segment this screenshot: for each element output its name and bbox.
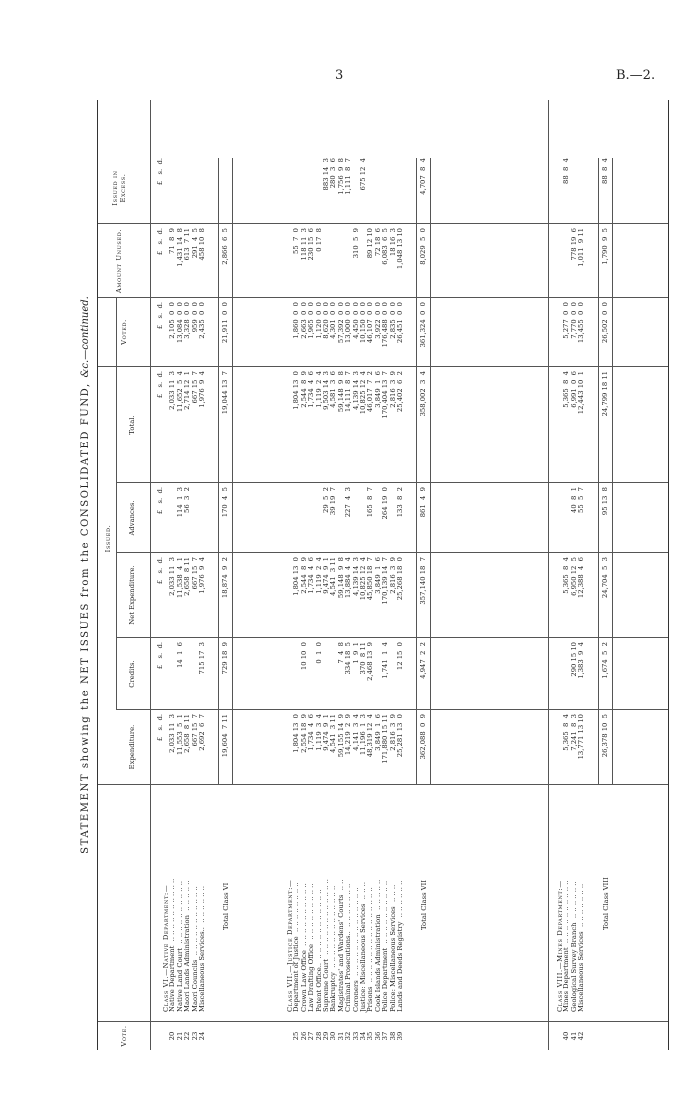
total-rule	[416, 158, 417, 784]
net-expenditure-cell: 11,538 4 1	[175, 557, 184, 599]
issued-in-excess-cell: 675 12 4	[359, 158, 367, 191]
total-cell: 6,991 0 6	[569, 371, 578, 408]
advances-total: 170 4 5	[221, 487, 230, 518]
vote-number: 21	[175, 1031, 184, 1041]
expenditure-cell: 2,658 8 11	[183, 714, 192, 753]
item-label: Maori Councils .. .. .. .. .. .. .. .. .. .. ..	[190, 884, 199, 1012]
total-cell: 667 15 7	[190, 371, 199, 404]
advances-cell: 227 4 3	[344, 487, 353, 518]
net-expenditure-total: 24,704 5 3	[600, 557, 609, 599]
credits-cell: 1 9 1	[351, 642, 360, 664]
voted-total: 26,502 0 0	[600, 302, 609, 344]
header-credits: Credits.	[128, 660, 136, 688]
header-total: Total.	[128, 415, 136, 435]
item-label: Justice: Miscellaneous Services .. .. ..	[359, 879, 367, 1012]
expenditure-total: 19,604 7 11	[221, 714, 230, 758]
total-cell: 1,734 4 6	[307, 371, 316, 408]
vote-number: 36	[373, 1031, 382, 1041]
total-rule	[430, 158, 431, 784]
net-expenditure-cell: 2,816 3 9	[388, 557, 397, 594]
item-label: Miscellaneous Services.. .. .. .. .. .. ..	[198, 883, 206, 1012]
voted-cell: 13,084 0 0	[175, 302, 184, 344]
credits-cell: 1,383 9 4	[577, 642, 586, 679]
expenditure-cell: 2,554 18 9	[299, 714, 308, 753]
voted-cell: 10,150 0 0	[359, 302, 367, 344]
amount-unused-cell: 6,083 6 5	[381, 228, 390, 265]
voted-total: 361,324 0 0	[419, 302, 428, 348]
credits-cell: 14 1 6	[175, 642, 184, 668]
net-expenditure-cell: 59,148 9 8	[336, 557, 345, 599]
net-expenditure-total: 357,140 18 7	[419, 557, 428, 605]
vote-number: 28	[314, 1031, 323, 1041]
voted-cell: 3,922 0 0	[373, 302, 382, 339]
expenditure-cell: 1,734 4 6	[307, 714, 316, 751]
amount-unused-cell: 291 4 5	[190, 228, 199, 259]
issued-in-excess-cell: 1,111 8 7	[344, 158, 353, 195]
total-cell: 10,825 12 4	[359, 371, 367, 415]
net-expenditure-cell: 1,804 13 0	[292, 557, 301, 596]
item-label: Police Department .. .. .. .. .. .. .. .. .. ..	[381, 878, 390, 1012]
total-total: 24,799 18 11	[600, 371, 609, 417]
issued-in-excess-cell: 883 14 3	[322, 158, 330, 191]
amount-unused-cell: 0 17 8	[314, 228, 323, 252]
units-label: £ s. d.	[156, 158, 164, 186]
item-label: Geological Survey Branch .. .. .. .. .. ..	[569, 879, 578, 1012]
rotated-statement	[75, 100, 670, 1050]
expenditure-cell: 4,141 3 4	[351, 714, 360, 751]
expenditure-cell: 14,219 2 9	[344, 714, 353, 756]
expenditure-cell: 48,319 12 4	[366, 714, 375, 758]
total-cell: 5,365 8 4	[562, 371, 571, 408]
statement-title-main: STATEMENT showing the NET ISSUES from the CONSOLIDATED FUND,	[80, 377, 91, 854]
header-expenditure: Expenditure.	[128, 724, 136, 770]
expenditure-cell: 9,474 9 1	[322, 714, 330, 751]
expenditure-cell: 2,692 6 7	[198, 714, 206, 751]
voted-cell: 2,835 0 0	[388, 302, 397, 339]
vote-number: 24	[198, 1031, 206, 1041]
voted-cell: 1,860 0 0	[292, 302, 301, 339]
voted-cell: 959 0 0	[190, 302, 199, 333]
col-rule	[98, 223, 668, 224]
credits-cell: 10 10 0	[299, 642, 308, 671]
amount-unused-total: 8,029 5 0	[419, 228, 428, 265]
vote-number: 42	[577, 1031, 586, 1041]
total-rule	[612, 158, 613, 784]
vote-number: 25	[292, 1031, 301, 1041]
voted-cell: 2,105 0 0	[168, 302, 177, 339]
total-cell: 4,581 3 6	[329, 371, 338, 408]
issued-in-excess-total: 4,707 8 4	[419, 158, 428, 195]
expenditure-cell: 59,155 14 9	[336, 714, 345, 758]
page-reference: B.—2.	[616, 68, 656, 83]
net-expenditure-cell: 4,541 3 11	[329, 557, 338, 596]
voted-cell: 13,000 0 0	[344, 302, 353, 344]
amount-unused-cell: 613 7 11	[183, 228, 192, 261]
vote-number: 38	[388, 1031, 397, 1041]
vote-number: 40	[562, 1031, 571, 1041]
total-cell: 4,139 14 3	[351, 371, 360, 410]
amount-unused-cell: 55 7 0	[292, 228, 301, 254]
credits-cell: 1,741 1 4	[381, 642, 390, 679]
net-expenditure-cell: 6,950 12 5	[569, 557, 578, 596]
header-net-expenditure: Net Expenditure.	[128, 565, 136, 625]
issued-in-excess-total: 88 8 4	[600, 158, 609, 184]
net-expenditure-cell: 1,976 9 4	[198, 557, 206, 594]
voted-cell: 13,455 0 0	[577, 302, 586, 344]
item-label: Prisons .. .. .. .. .. .. .. .. .. .. .. .. .. .. ..	[366, 885, 375, 1012]
advances-cell: 40 8 1	[569, 487, 578, 513]
credits-cell: 290 15 10	[569, 642, 578, 677]
item-label: Department of Justice .. .. .. .. .. .. .. ..	[292, 880, 301, 1012]
vote-number: 34	[359, 1031, 367, 1041]
credits-cell: 12 15 0	[396, 642, 404, 671]
net-expenditure-cell: 2,658 8 11	[183, 557, 192, 596]
item-label: Miscellaneous Services .. .. .. .. .. .. ..	[577, 881, 586, 1012]
total-cell: 9,503 14 3	[322, 371, 330, 410]
item-label: Coroners .. .. .. .. .. .. .. .. .. .. .. .. .. ..	[351, 885, 360, 1012]
item-label: Criminal Prosecutions.. .. .. .. .. .. .. ..	[344, 881, 353, 1012]
units-label: £ s. d.	[156, 642, 164, 670]
expenditure-cell: 7,241 8 3	[569, 714, 578, 751]
expenditure-cell: 4,541 3 11	[329, 714, 338, 753]
advances-cell: 56 3 2	[183, 487, 192, 513]
statement-title-continued: &c.—continued.	[80, 296, 91, 378]
units-label: £ s. d.	[156, 557, 164, 585]
amount-unused-total: 1,790 9 5	[600, 228, 609, 265]
amount-unused-cell: 1,048 13 10	[396, 228, 404, 270]
total-cell: 170,404 13 7	[381, 371, 390, 419]
amount-unused-cell: 458 10 8	[198, 228, 206, 261]
credits-total: 1,674 5 2	[600, 642, 609, 679]
item-label: Mines Department .. .. .. .. .. .. .. .. .. ..	[562, 878, 571, 1012]
expenditure-cell: 11,553 5 1	[175, 714, 184, 756]
net-expenditure-cell: 1,119 2 4	[314, 557, 323, 594]
expenditure-cell: 171,880 15 11	[381, 714, 390, 764]
total-cell: 59,148 9 8	[336, 371, 345, 413]
total-cell: 25,402 6 2	[396, 371, 404, 413]
net-expenditure-cell: 13,884 4 4	[344, 557, 353, 599]
advances-cell: 29 5 2	[322, 487, 330, 513]
header-vote: Vote.	[120, 1025, 128, 1047]
credits-total: 4,947 2 2	[419, 642, 428, 679]
header-advances: Advances.	[128, 500, 136, 536]
voted-cell: 4,450 0 0	[351, 302, 360, 339]
total-cell: 1,119 2 4	[314, 371, 323, 408]
net-expenditure-cell: 25,268 18 0	[396, 557, 404, 601]
section-total-label: Total Class VII	[420, 879, 429, 930]
net-expenditure-cell: 10,825 12 4	[359, 557, 367, 601]
credits-cell: 0 1 0	[314, 642, 323, 664]
units-label: £ s. d.	[156, 228, 164, 256]
units-label: £ s. d.	[156, 487, 164, 515]
voted-cell: 1,965 0 0	[307, 302, 316, 339]
voted-cell: 3,328 0 0	[183, 302, 192, 339]
amount-unused-cell: 71 8 9	[168, 228, 177, 254]
total-cell: 2,033 11 3	[168, 371, 177, 410]
issued-in-excess-cell: 88 8 4	[562, 158, 571, 184]
total-cell: 11,652 5 4	[175, 371, 184, 413]
issued-in-excess-cell: 280 3 6	[329, 158, 338, 189]
vote-number: 27	[307, 1031, 316, 1041]
item-label: Native Department .. .. .. .. .. .. .. .. .. ..	[168, 876, 177, 1012]
item-label: Patent Office.. .. .. .. .. .. .. .. .. .. .. ..	[314, 887, 323, 1012]
net-expenditure-cell: 3,849 1 6	[373, 557, 382, 594]
vote-number: 32	[344, 1031, 353, 1041]
header-issued: Issued.	[104, 524, 112, 553]
header-issued-in-excess: Issued in Excess.	[111, 170, 127, 206]
total-cell: 2,816 3 9	[388, 371, 397, 408]
units-label: £ s. d.	[156, 302, 164, 330]
vote-number: 39	[396, 1031, 404, 1041]
section-title: Class VII.—Justice Department:—	[286, 879, 294, 1012]
total-cell: 14,111 8 7	[344, 371, 353, 413]
voted-cell: 8,620 0 0	[322, 302, 330, 339]
section-divider	[548, 100, 549, 1050]
expenditure-cell: 667 15 7	[190, 714, 199, 747]
item-label: Supreme Court .. .. .. .. .. .. .. .. .. .. .. ..	[322, 876, 330, 1012]
expenditure-cell: 25,281 13 0	[396, 714, 404, 758]
amount-unused-cell: 18 16 3	[388, 228, 397, 257]
net-expenditure-cell: 9,474 9 1	[322, 557, 330, 594]
amount-unused-cell: 1,011 9 11	[577, 228, 586, 267]
vote-number: 30	[329, 1031, 338, 1041]
net-expenditure-cell: 5,365 8 4	[562, 557, 571, 594]
vote-number: 33	[351, 1031, 360, 1041]
vote-number: 23	[190, 1031, 199, 1041]
item-label: Cook Islands Administration .. .. .. .. ..	[373, 877, 382, 1012]
expenditure-total: 26,378 10 5	[600, 714, 609, 758]
advances-cell: 264 19 0	[381, 487, 390, 520]
units-label: £ s. d.	[156, 371, 164, 399]
units-label: £ s. d.	[156, 714, 164, 742]
total-rule	[598, 158, 599, 784]
section-total-label: Total Class VI	[222, 882, 231, 930]
net-expenditure-cell: 2,544 8 9	[299, 557, 308, 594]
item-label: Native Land Court .. .. .. .. .. .. .. .. .. ..	[175, 878, 184, 1012]
amount-unused-cell: 778 19 6	[569, 228, 578, 261]
amount-unused-cell: 230 15 6	[307, 228, 316, 261]
total-cell: 3,849 1 6	[373, 371, 382, 408]
advances-cell: 55 5 7	[577, 487, 586, 513]
expenditure-cell: 1,804 13 0	[292, 714, 301, 753]
credits-cell: 2,468 13 9	[366, 642, 375, 681]
item-label: Crown Law Office .. .. .. .. .. .. .. .. .. ..	[299, 881, 308, 1012]
credits-cell: 715 17 3	[198, 642, 206, 675]
amount-unused-cell: 72 18 6	[373, 228, 382, 257]
statement-table	[97, 100, 669, 1050]
voted-cell: 5,277 0 0	[562, 302, 571, 339]
issued-divider	[116, 298, 117, 710]
voted-cell: 4,301 0 0	[329, 302, 338, 339]
item-label: Magistrates' and Wardens' Courts .. ..	[336, 877, 345, 1012]
vote-number: 41	[569, 1031, 578, 1041]
voted-cell: 57,392 0 0	[336, 302, 345, 344]
vote-number: 29	[322, 1031, 330, 1041]
item-label: Maori Lands Administration .. .. .. .. ..	[183, 878, 192, 1012]
total-cell: 46,017 7 2	[366, 371, 375, 413]
credits-total: 729 18 9	[221, 642, 230, 675]
advances-cell: 39 19 7	[329, 487, 338, 516]
item-label: Police: Miscellaneous Services .. .. ..	[388, 882, 397, 1012]
net-expenditure-cell: 45,850 18 7	[366, 557, 375, 601]
expenditure-cell: 2,816 3 9	[388, 714, 397, 751]
item-label: Law Drafting Office .. .. .. .. .. .. .. .. ..	[307, 881, 316, 1012]
expenditure-cell: 5,365 8 4	[562, 714, 571, 751]
total-cell: 2,714 12 1	[183, 371, 192, 410]
credits-cell: 334 18 5	[344, 642, 353, 675]
voted-cell: 7,770 0 0	[569, 302, 578, 339]
net-expenditure-total: 18,874 9 2	[221, 557, 230, 599]
net-expenditure-cell: 1,734 4 6	[307, 557, 316, 594]
voted-total: 21,911 0 0	[221, 302, 230, 344]
vote-number: 22	[183, 1031, 192, 1041]
advances-total: 861 4 9	[419, 487, 428, 518]
credits-cell: 370 8 11	[359, 642, 367, 675]
page-number: 3	[335, 68, 344, 83]
advances-cell: 165 8 7	[366, 487, 375, 518]
statement-title	[80, 100, 91, 1050]
total-rule	[218, 158, 219, 784]
expenditure-cell: 3,849 1 6	[373, 714, 382, 751]
amount-unused-cell: 1,431 14 8	[175, 228, 184, 267]
header-voted: Voted.	[120, 319, 128, 345]
vote-number: 37	[381, 1031, 390, 1041]
net-expenditure-cell: 12,388 4 6	[577, 557, 586, 599]
total-cell: 1,976 9 4	[198, 371, 206, 408]
total-cell: 2,544 8 9	[299, 371, 308, 408]
voted-cell: 2,435 0 0	[198, 302, 206, 339]
item-label: Bankruptcy .. .. .. .. .. .. .. .. .. .. .. .. ..	[329, 883, 338, 1012]
expenditure-cell: 13,771 13 10	[577, 714, 586, 760]
header-amount-unused: Amount Unused.	[115, 228, 123, 294]
total-total: 358,002 3 4	[419, 371, 428, 417]
vote-number: 20	[168, 1031, 177, 1041]
section-total-label: Total Class VIII	[601, 877, 610, 930]
advances-total: 95 13 8	[600, 487, 609, 516]
net-expenditure-cell: 667 15 7	[190, 557, 199, 590]
amount-unused-cell: 89 12 10	[366, 228, 375, 259]
voted-cell: 1,120 0 0	[314, 302, 323, 339]
total-cell: 1,804 13 0	[292, 371, 301, 410]
vote-number: 31	[336, 1031, 345, 1041]
vote-number: 26	[299, 1031, 308, 1041]
net-expenditure-cell: 170,139 14 7	[381, 557, 390, 605]
total-total: 19,044 13 7	[221, 371, 230, 415]
voted-cell: 26,451 0 0	[396, 302, 404, 344]
total-rule	[232, 158, 233, 784]
expenditure-cell: 2,033 11 3	[168, 714, 177, 753]
expenditure-cell: 1,119 3 4	[314, 714, 323, 751]
col-rule	[98, 1021, 668, 1022]
header-divider	[150, 100, 151, 1050]
voted-cell: 176,488 0 0	[381, 302, 390, 348]
advances-cell: 114 1 3	[175, 487, 184, 518]
voted-cell: 46,107 0 0	[366, 302, 375, 344]
amount-unused-cell: 118 11 3	[299, 228, 308, 261]
expenditure-total: 362,088 0 9	[419, 714, 428, 760]
vote-number: 35	[366, 1031, 375, 1041]
credits-cell: 7 4 8	[336, 642, 345, 664]
total-cell: 12,443 10 1	[577, 371, 586, 415]
issued-in-excess-cell: 1,756 9 8	[336, 158, 345, 195]
section-title: Class VIII.—Mines Department:—	[556, 880, 564, 1012]
amount-unused-cell: 310 5 9	[351, 228, 360, 259]
expenditure-cell: 11,196 1 3	[359, 714, 367, 756]
voted-cell: 2,663 0 0	[299, 302, 308, 339]
advances-cell: 133 8 2	[396, 487, 404, 518]
section-title: Class VI.—Native Department:—	[162, 884, 170, 1012]
amount-unused-total: 2,866 6 5	[221, 228, 230, 265]
net-expenditure-cell: 2,033 11 3	[168, 557, 177, 596]
item-label: Lands and Deeds Registry .. .. .. .. .. ..	[396, 878, 404, 1012]
net-expenditure-cell: 4,139 14 3	[351, 557, 360, 596]
